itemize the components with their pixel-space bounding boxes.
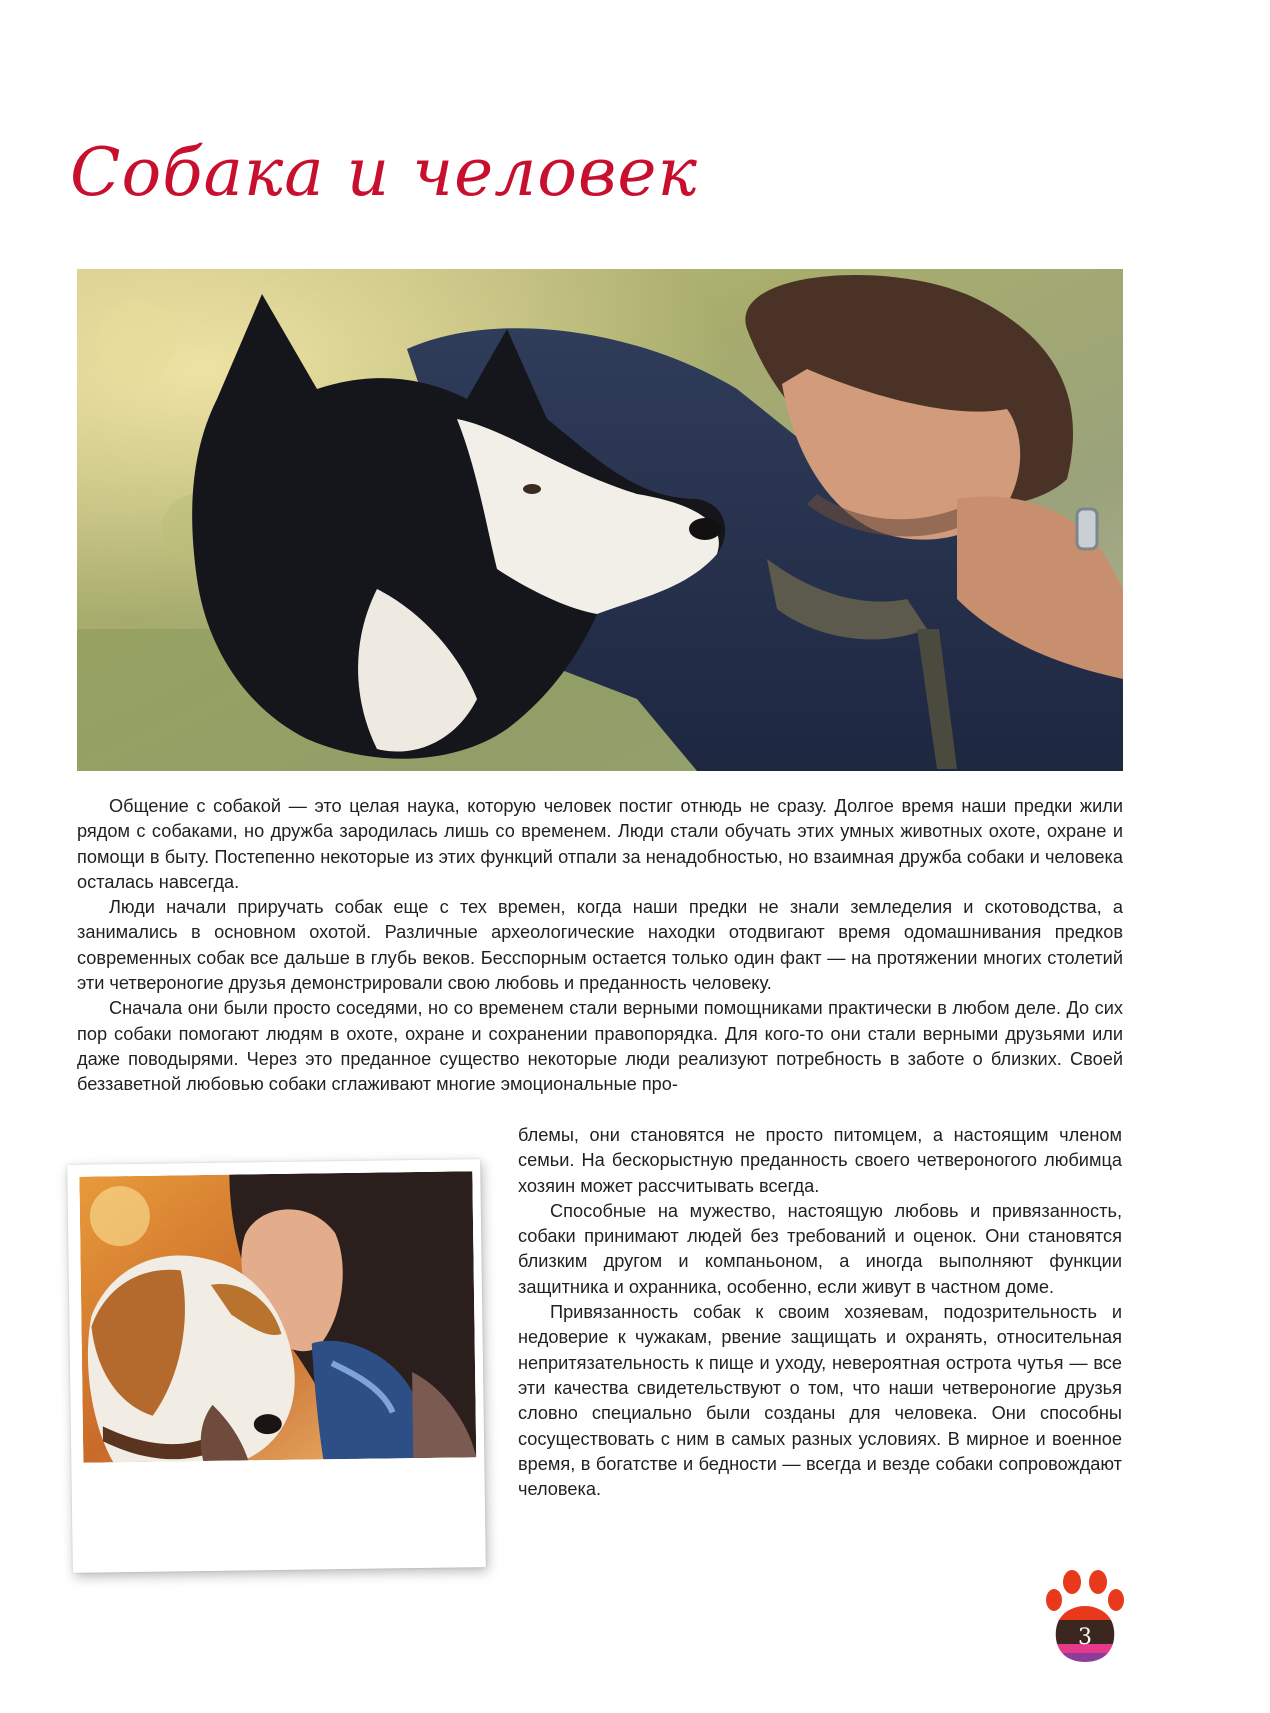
paragraph-4: Способные на мужество, настоящую любовь и привязанность, собаки принимают людей без требований и оценок. Они становятся близким другом и компаньоном, а иногда выполняют функции защитника и охранника, особенно, если живут в частном доме. [518, 1200, 1122, 1297]
paw-icon [1044, 1570, 1126, 1670]
hero-photo [77, 269, 1123, 771]
article-body-top [77, 794, 1123, 1098]
paragraph-3: Сначала они были просто соседями, но со временем стали верными помощниками практически в любом деле. До сих пор собаки помогают людям в охоте, охране и сохранении правопорядка. Для кого-то они стали верными друзьями или даже поводырями. Через это преданное существо некоторые люди реализуют потребность в заботе о близких. Своей беззаветной любовью собаки сглаживают многие эмоциональные про- [77, 998, 1123, 1095]
paragraph-3-continued: блемы, они становятся не просто питомцем, а настоящим членом семьи. На бескорыстную преданность своего четвероногого любимца хозяин может рассчитывать всегда. [518, 1125, 1122, 1196]
woman-hugging-dog-photo-icon [79, 1171, 476, 1462]
page-number-badge [1044, 1570, 1126, 1670]
page-number: 3 [1078, 1625, 1092, 1650]
inset-photo-frame [67, 1159, 486, 1573]
article-body-right [518, 1123, 1122, 1502]
paragraph-2: Люди начали приручать собак еще с тех времен, когда наши предки не знали земледелия и скотоводства, а занимались в основном охотой. Различные археологические находки отодвигают время одомашнивания предков современных собак все дальше в глубь веков. Бесспорным остается только один факт — на протяжении многих столетий эти четвероногие друзья демонстрировали свою любовь и преданность человеку. [77, 897, 1123, 994]
paragraph-5: Привязанность собак к своим хозяевам, подозрительность и недоверие к чужакам, рвение защищать и охранять, относительная непритязательность к пище и уходу, невероятная острота чутья — все эти качества свидетельствуют о том, что наши четвероногие друзья словно специально были созданы для человека. Они способны сосуществовать с ним в самых разных условиях. В мирное и военное время, в богатстве и бедности — всегда и везде собаки сопровождают человека. [518, 1302, 1122, 1500]
page-title: Собака и человек [70, 134, 698, 211]
inset-photo [79, 1171, 476, 1462]
paragraph-1: Общение с собакой — это целая наука, которую человек постиг отнюдь не сразу. Долгое время наши предки жили рядом с собаками, но дружба зародилась лишь со временем. Люди стали обучать этих умных животных охоте, охране и помощи в быту. Постепенно некоторые из этих функций отпали за ненадобностью, но взаимная дружба собаки и человека осталась навсегда. [77, 796, 1123, 892]
man-hugging-dog-photo-icon [77, 269, 1123, 771]
